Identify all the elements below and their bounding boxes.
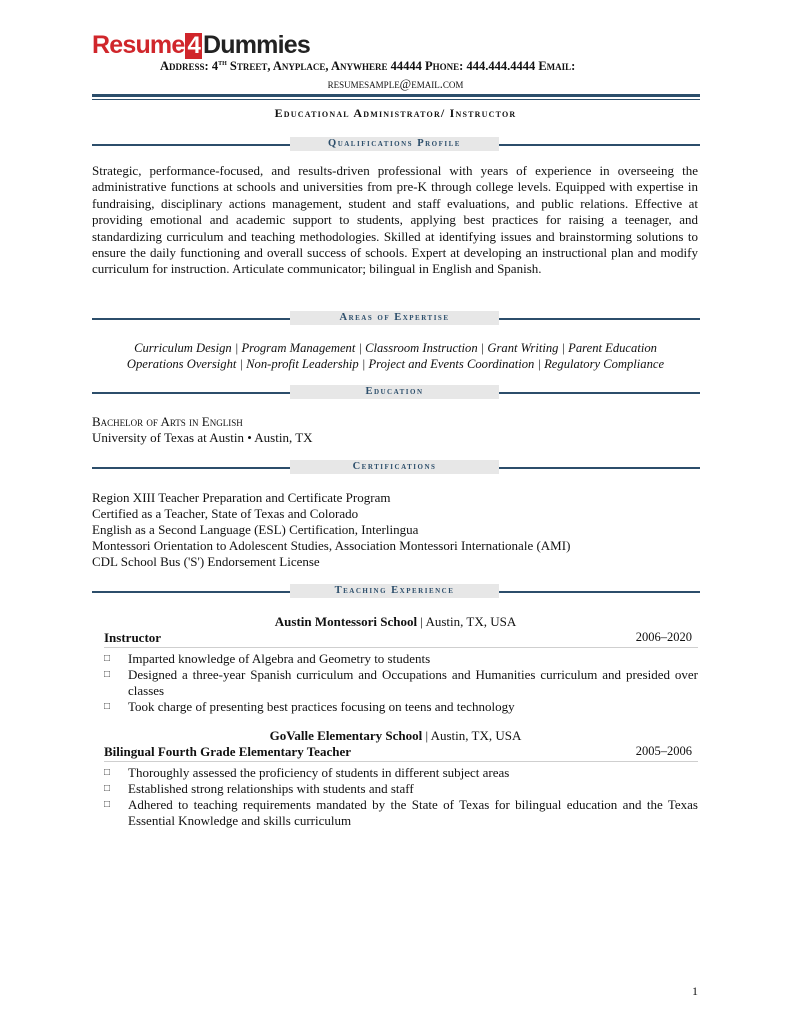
education-degree: Bachelor of Arts in English <box>92 414 243 429</box>
section-label: Teaching Experience <box>290 584 499 598</box>
job-bullet: □ Adhered to teaching requirements mandated by the State of Texas for bilingual education and the Texas Essential Knowledge and skills curriculum <box>104 797 698 828</box>
job-dates: 2006–2020 <box>635 630 692 644</box>
section-header-experience <box>92 584 700 598</box>
certification-item: Montessori Orientation to Adolescent Studies, Association Montessori Internationale (AMI) <box>92 538 571 553</box>
email-label: Email: <box>538 59 576 74</box>
logo-text-resume: Resume <box>92 31 185 59</box>
bullet-square-icon: □ <box>104 783 111 794</box>
address-label: Address: <box>160 59 209 74</box>
employer-location: | Austin, TX, USA <box>417 614 517 629</box>
phone-label: Phone: <box>425 59 464 74</box>
education-school: University of Texas at Austin • Austin, TX <box>92 430 313 445</box>
section-header-qualifications <box>92 137 700 151</box>
certification-item: CDL School Bus ('S') Endorsement License <box>92 554 320 569</box>
contact-line <box>160 58 575 74</box>
logo-text-dummies: Dummies <box>203 31 310 59</box>
email-value: resumesample@email.com <box>327 77 464 91</box>
employer-name: GoValle Elementary School <box>269 728 423 743</box>
job-bullet: □ Thoroughly assessed the proficiency of students in different subject areas <box>104 765 510 780</box>
section-header-expertise <box>92 311 700 325</box>
employer-line <box>0 614 791 630</box>
bullet-square-icon: □ <box>104 767 111 778</box>
bullet-square-icon: □ <box>104 669 111 680</box>
header-rule-thin <box>92 99 700 100</box>
job-dates: 2005–2006 <box>635 744 692 758</box>
section-header-certifications <box>92 460 700 474</box>
resume4dummies-logo <box>92 30 310 60</box>
expertise-line-2: Operations Oversight | Non-profit Leadership | Project and Events Coordination | Regulatory Compliance <box>126 357 665 371</box>
logo-text-4: 4 <box>187 32 201 59</box>
section-header-education <box>92 385 700 399</box>
certification-item: Certified as a Teacher, State of Texas and Colorado <box>92 506 359 521</box>
job-bullet: □ Imparted knowledge of Algebra and Geometry to students <box>104 651 431 666</box>
job-bullet: □ Took charge of presenting best practices focusing on teens and technology <box>104 699 515 714</box>
employer-line <box>0 728 791 744</box>
job-divider <box>104 761 698 762</box>
certification-item: Region XIII Teacher Preparation and Certificate Program <box>92 490 391 505</box>
job-bullet: □ Designed a three-year Spanish curriculum and Occupations and Humanities curriculum and presided over classes <box>104 667 698 698</box>
expertise-line-1: Curriculum Design | Program Management | Classroom Instruction | Grant Writing | Parent Education <box>134 341 657 355</box>
employer-name: Austin Montessori School <box>274 614 418 629</box>
phone-value: 444.444.4444 <box>466 59 536 74</box>
job-divider <box>104 647 698 648</box>
bullet-square-icon: □ <box>104 799 111 810</box>
resume-title: Educational Administrator/ Instructor <box>274 106 517 120</box>
section-label: Areas of Expertise <box>290 311 499 325</box>
bullet-square-icon: □ <box>104 701 111 712</box>
certification-item: English as a Second Language (ESL) Certification, Interlingua <box>92 522 419 537</box>
address-value: 4th Street, Anyplace, Anywhere 44444 <box>211 58 422 74</box>
employer-location: | Austin, TX, USA <box>422 728 522 743</box>
job-bullet: □ Established strong relationships with students and staff <box>104 781 414 796</box>
bullet-square-icon: □ <box>104 653 111 664</box>
section-label: Education <box>290 385 499 399</box>
qualifications-summary: Strategic, performance-focused, and results-driven professional with years of experience in overseeing the administrative functions at schools and universities from pre-K through college levels. Equipped with expertise in fundraising, disciplinary actions management, student and staff evaluations, and public relations. Effective at providing emotional and academic support to students, applying best practices for raising a teenager, and standardizing curriculum and teaching methodologies. Skilled at identifying issues and brainstorming solutions to ensure the daily functioning and overall success of schools. Expert at developing an instructional plan and modify curriculum for instruction. Articulate communicator; bilingual in English and Spanish. <box>92 163 698 277</box>
page-number: 1 <box>692 984 698 998</box>
section-label: Qualifications Profile <box>290 137 499 151</box>
job-role: Instructor <box>104 630 162 645</box>
job-role: Bilingual Fourth Grade Elementary Teacher <box>104 744 351 759</box>
section-label: Certifications <box>290 460 499 474</box>
header-rule-thick <box>92 94 700 97</box>
